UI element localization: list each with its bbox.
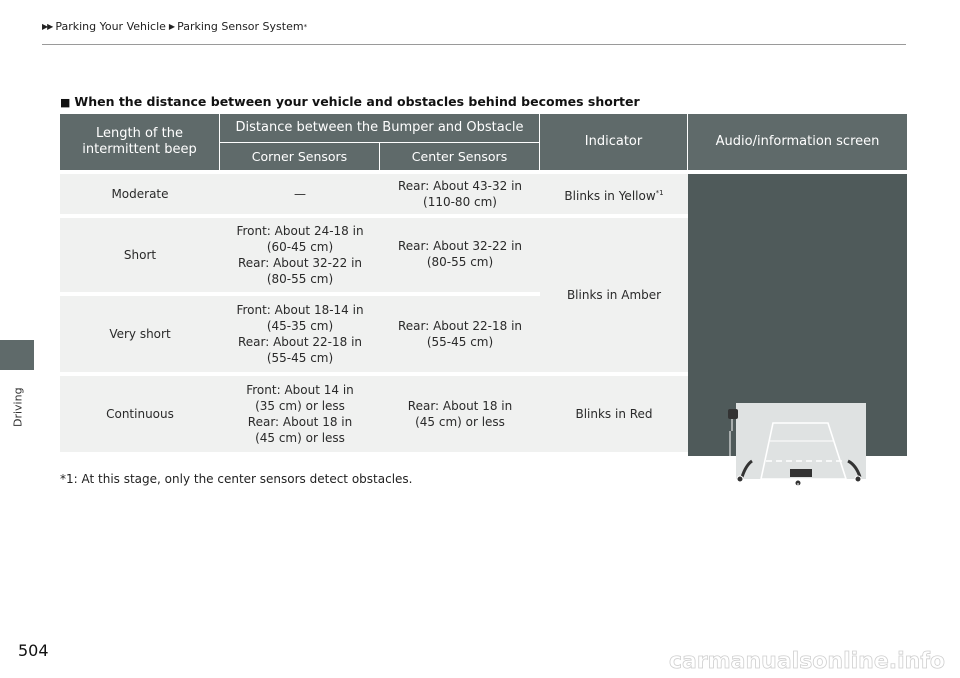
indicator-text: Blinks in Yellow [564,188,656,203]
header-beep: Length of the intermittent beep [60,114,220,170]
center-cell [380,376,540,456]
cell-line: (55-45 cm) [426,335,494,349]
caption-line: Indicators light where the [726,494,869,507]
beep-cell: Continuous [60,376,220,456]
breadcrumb-item-sensor-system[interactable]: Parking Sensor System [177,20,304,33]
header-corner-sensors: Corner Sensors [220,142,380,170]
cell-line: Rear: About 22-18 in [397,319,523,333]
header-distance: Distance between the Bumper and Obstacle [220,114,540,142]
cell-line: Rear: About 43-32 in [397,179,523,193]
indicator-cell-merged: Blinks in Amber [540,218,688,376]
cell-line: Rear: About 22-18 in [237,335,363,349]
center-cell [380,174,540,218]
cell-line: (55-45 cm) [266,351,334,365]
beep-cell: Short [60,218,220,296]
center-cell [380,296,540,376]
breadcrumb-item-parking[interactable]: Parking Your Vehicle [55,20,166,33]
cell-line: Rear: About 18 in [247,415,353,429]
header-screen: Audio/information screen [688,114,907,170]
corner-cell [220,296,380,376]
indicator-cell [540,174,688,218]
cell-line: Front: About 14 in [246,383,354,397]
cell-line: (45-35 cm) [266,319,334,333]
cell-line: (45 cm) or less [255,431,345,445]
square-bullet-icon: ■ [60,96,71,109]
screen-cell [688,174,907,521]
cell-line: — [294,187,306,201]
footnote: *1: At this stage, only the center sensors detect obstacles. [60,472,413,486]
arrow-icon: ▶ [168,22,175,31]
section-title [60,94,640,109]
table-row [60,174,907,218]
header-center-sensors: Center Sensors [380,142,540,170]
beep-cell: Moderate [60,174,220,218]
chapter-label: Driving [11,387,25,427]
page-number: 504 [18,641,49,660]
double-arrow-icon: ▶▶ [42,22,53,31]
caption-line: sensor detects an obstacle [723,508,872,521]
corner-cell [220,218,380,296]
cell-line: (45 cm) or less [415,415,505,429]
chapter-tab [0,340,34,370]
section-title-text: When the distance between your vehicle and obstacles behind becomes shorter [74,94,640,109]
cell-line: Rear: About 18 in [407,399,513,413]
watermark-text: carmanualsonline.info [669,649,945,674]
cell-line: (35 cm) or less [255,399,345,413]
breadcrumb [42,20,307,33]
indicator-cell: Blinks in Red [540,376,688,456]
screen-caption [688,494,907,522]
watermark [590,644,950,674]
cell-line: Rear: About 32-22 in [397,239,523,253]
cell-line: (110-80 cm) [423,195,497,209]
cell-line: Front: About 24-18 in [236,224,364,238]
cell-line: (60-45 cm) [266,240,334,254]
cell-line: (80-55 cm) [266,272,334,286]
footnote-ref: *1 [655,188,664,197]
cell-line: (80-55 cm) [426,255,494,269]
beep-cell: Very short [60,296,220,376]
cell-line: Front: About 18-14 in [236,303,364,317]
header-indicator: Indicator [540,114,688,170]
asterisk-mark: * [303,22,308,31]
cell-line: Rear: About 32-22 in [237,256,363,270]
corner-cell [220,174,380,218]
center-cell [380,218,540,296]
header-rule [42,44,906,45]
corner-cell [220,376,380,456]
parking-sensor-display-icon [728,403,868,493]
